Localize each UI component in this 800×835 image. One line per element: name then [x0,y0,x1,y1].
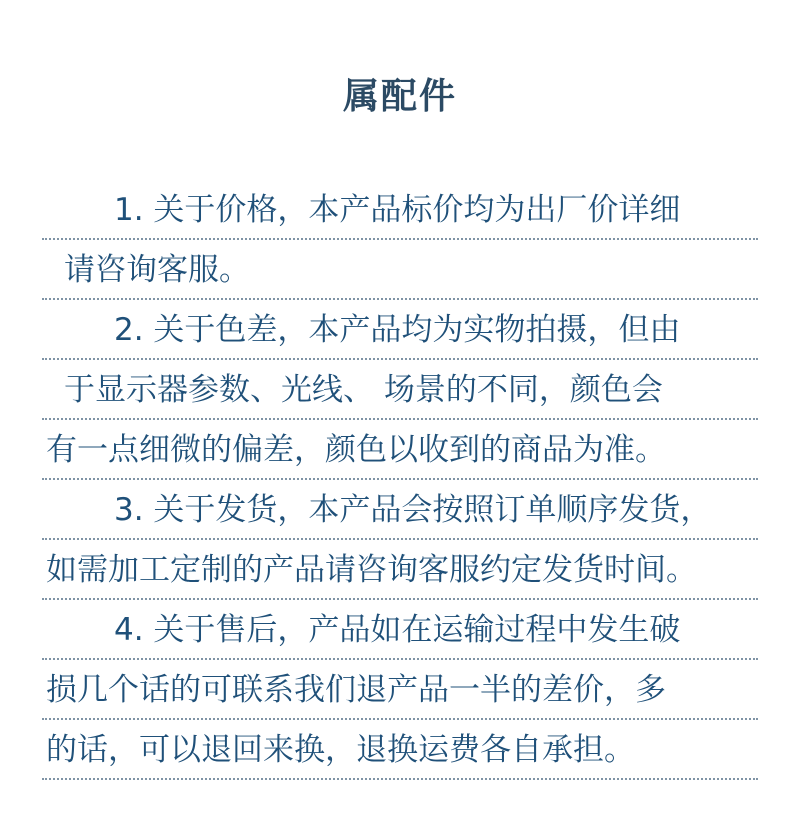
note-line-text: 如需加工定制的产品请咨询客服约定发货时间。 [46,552,697,588]
note-line-text: 请咨询客服。 [64,252,250,288]
note-line [42,720,758,780]
note-line-text: 损几个话的可联系我们退产品一半的差价，多 [46,672,666,708]
note-line [42,420,758,480]
note-line-text: 4. 关于售后，产品如在运输过程中发生破 [114,612,681,648]
note-line [42,360,758,420]
note-line [42,240,758,300]
note-line-text: 1. 关于价格，本产品标价均为出厂价详细 [114,192,681,228]
note-line [42,660,758,720]
note-line [42,600,758,660]
note-line-text: 于显示器参数、光线、 场景的不同，颜色会 [64,372,663,408]
note-line [42,180,758,240]
note-line [42,540,758,600]
note-line-text: 的话，可以退回来换，退换运费各自承担。 [46,732,635,768]
note-line-text: 有一点细微的偏差，颜色以收到的商品为准。 [46,432,666,468]
page-title: 属配件 [342,76,457,117]
note-line [42,480,758,540]
note-line-text: 3. 关于发货，本产品会按照订单顺序发货， [114,492,712,528]
note-line [42,300,758,360]
note-line-text: 2. 关于色差，本产品均为实物拍摄，但由 [114,312,681,348]
notes-list [42,180,758,780]
